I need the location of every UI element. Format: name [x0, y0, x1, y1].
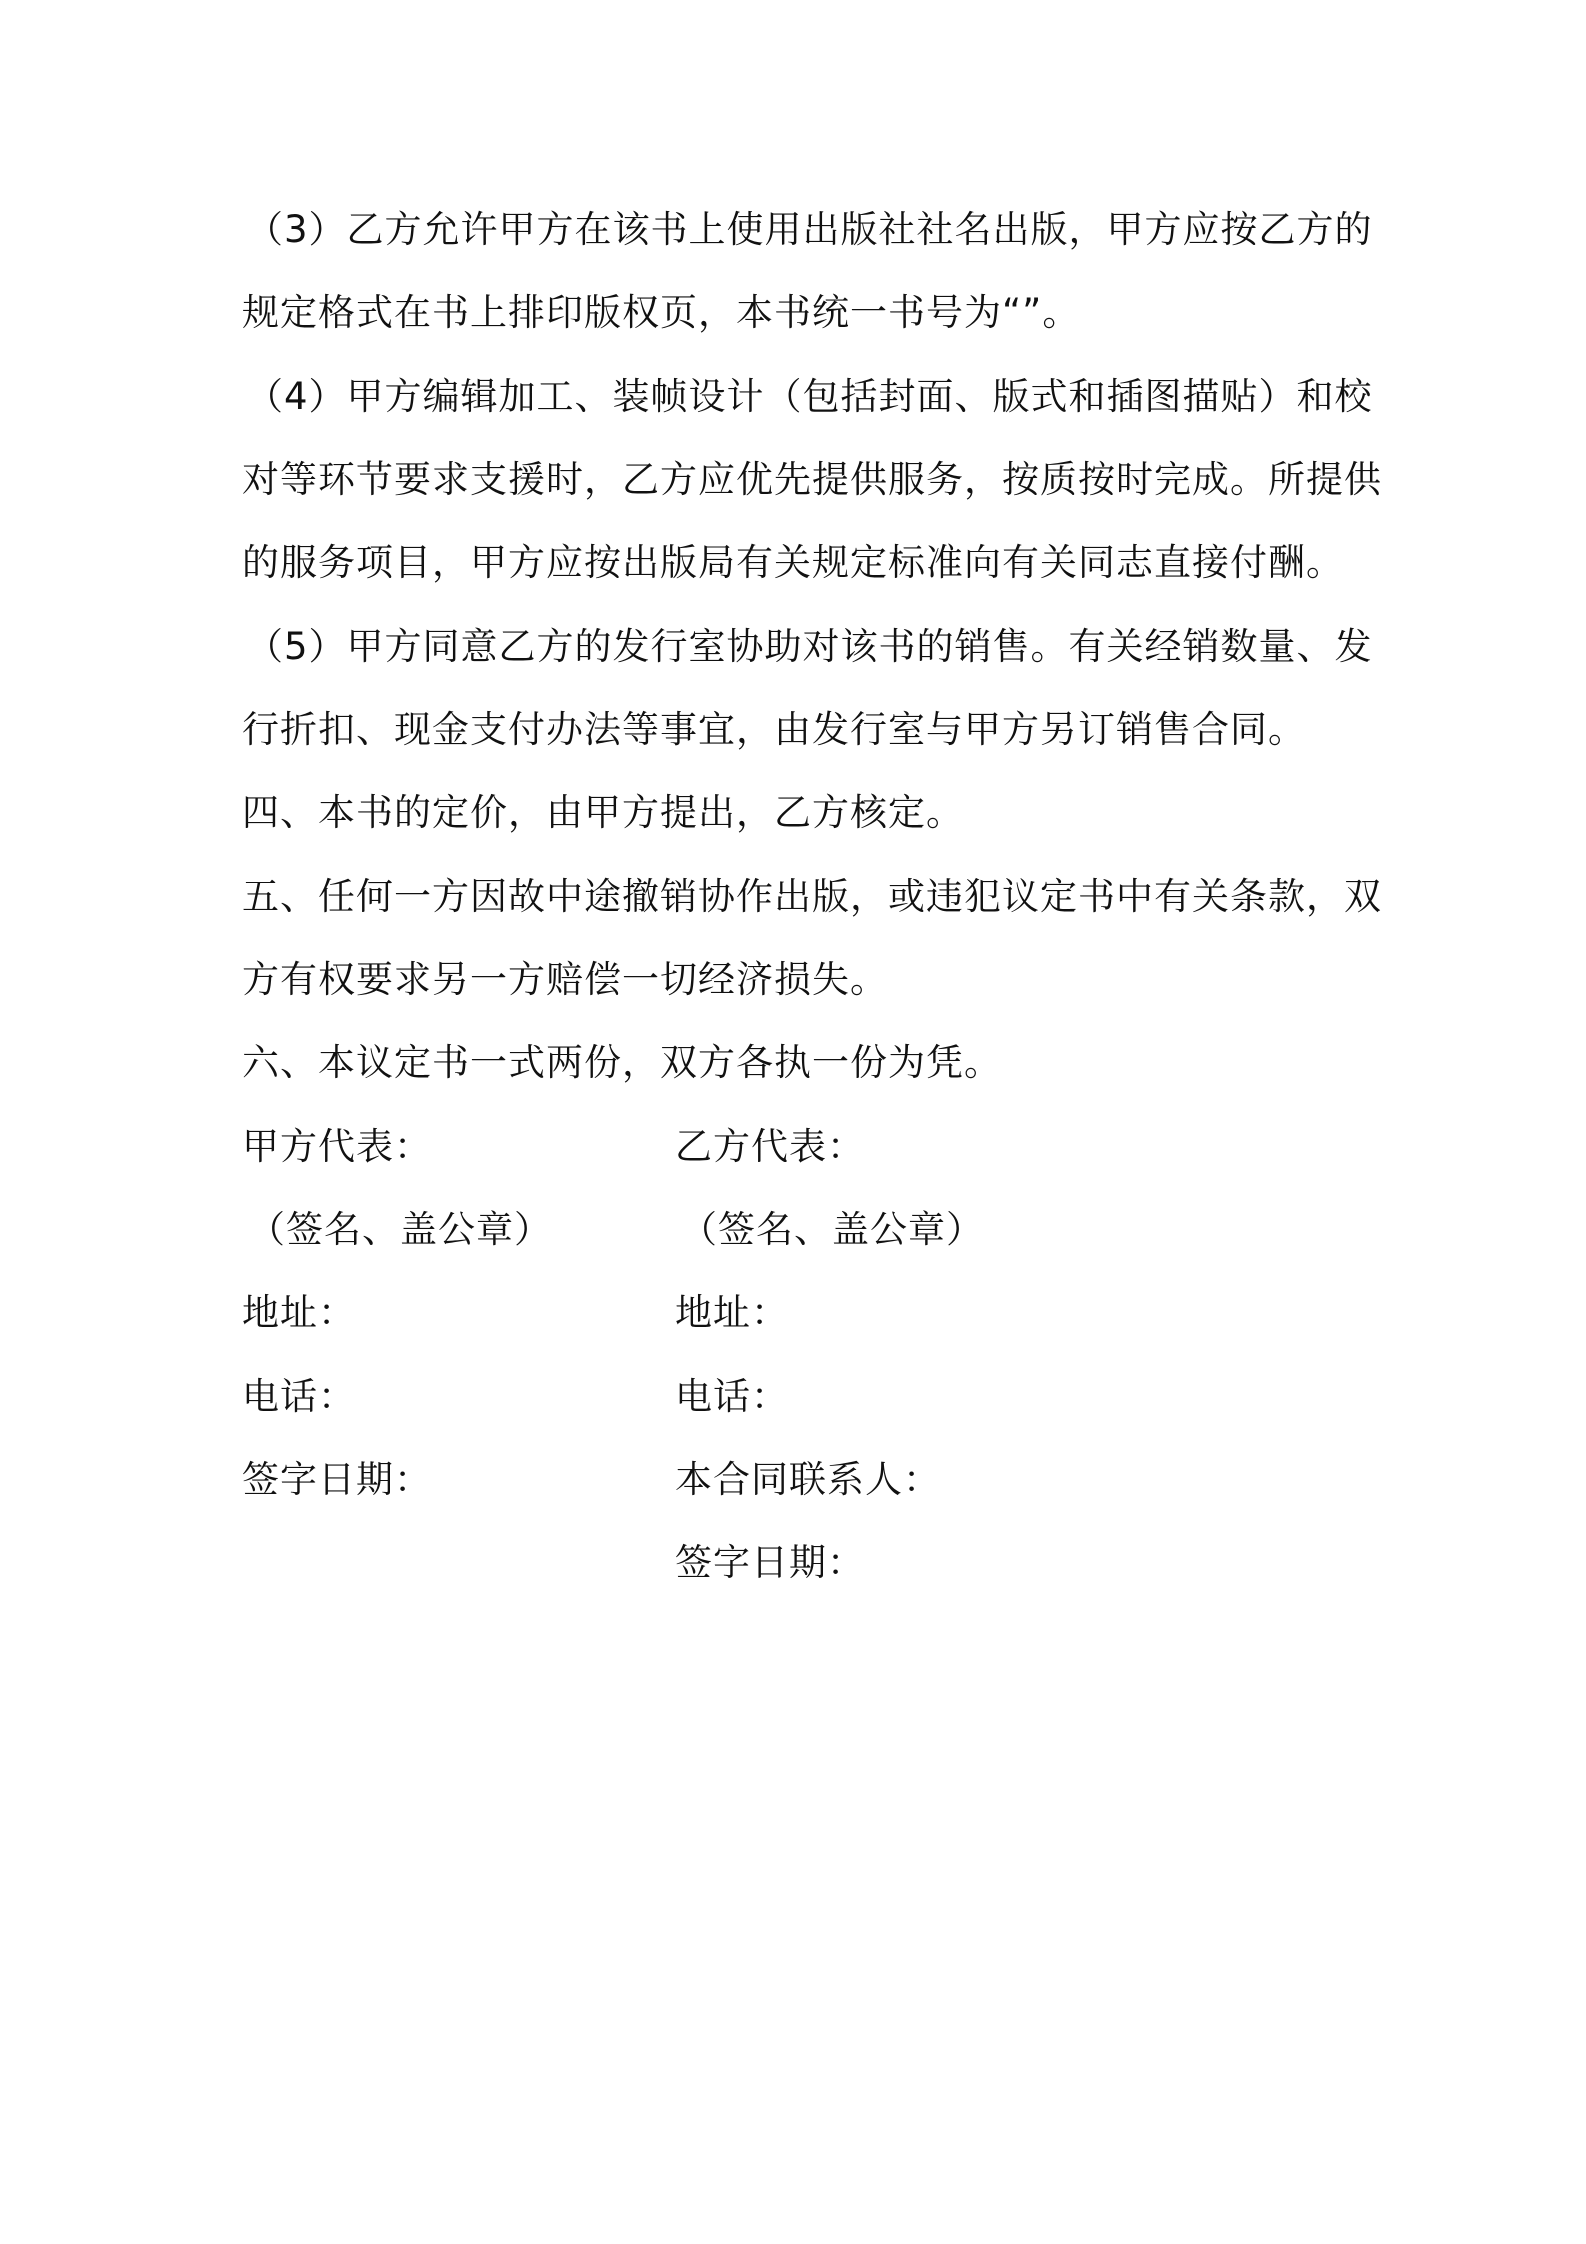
- section-5-line-1: 五、任何一方因故中途撤销协作出版，或违犯议定书中有关条款，双: [242, 875, 1382, 918]
- party-b-sign-date: 签字日期：: [675, 1541, 865, 1584]
- clause-4-line-1: （4）甲方编辑加工、装帧设计（包括封面、版式和插图描贴）和校: [246, 375, 1373, 418]
- section-4-line-1: 四、本书的定价，由甲方提出，乙方核定。: [242, 791, 964, 834]
- clause-3-line-2: 规定格式在书上排印版权页，本书统一书号为“”。: [242, 291, 1081, 334]
- party-b-representative: 乙方代表：: [675, 1125, 865, 1168]
- clause-4-line-2: 对等环节要求支援时，乙方应优先提供服务，按质按时完成。所提供: [242, 458, 1382, 501]
- clause-5-line-1: （5）甲方同意乙方的发行室协助对该书的销售。有关经销数量、发: [246, 625, 1373, 668]
- section-6-line-1: 六、本议定书一式两份，双方各执一份为凭。: [242, 1041, 1002, 1084]
- clause-4-line-3: 的服务项目，甲方应按出版局有关规定标准向有关同志直接付酬。: [242, 541, 1344, 584]
- party-b-sign-seal: （签名、盖公章）: [680, 1208, 984, 1251]
- party-b-address: 地址：: [675, 1291, 789, 1334]
- party-b-phone: 电话：: [675, 1375, 789, 1418]
- party-a-representative: 甲方代表：: [242, 1125, 432, 1168]
- party-a-address: 地址：: [242, 1291, 356, 1334]
- party-a-sign-seal: （签名、盖公章）: [248, 1208, 552, 1251]
- section-5-line-2: 方有权要求另一方赔偿一切经济损失。: [242, 958, 888, 1001]
- party-a-sign-date: 签字日期：: [242, 1458, 432, 1501]
- clause-5-line-2: 行折扣、现金支付办法等事宜，由发行室与甲方另订销售合同。: [242, 708, 1306, 751]
- clause-3-line-1: （3）乙方允许甲方在该书上使用出版社社名出版，甲方应按乙方的: [246, 208, 1373, 251]
- party-b-contact: 本合同联系人：: [675, 1458, 941, 1501]
- party-a-phone: 电话：: [242, 1375, 356, 1418]
